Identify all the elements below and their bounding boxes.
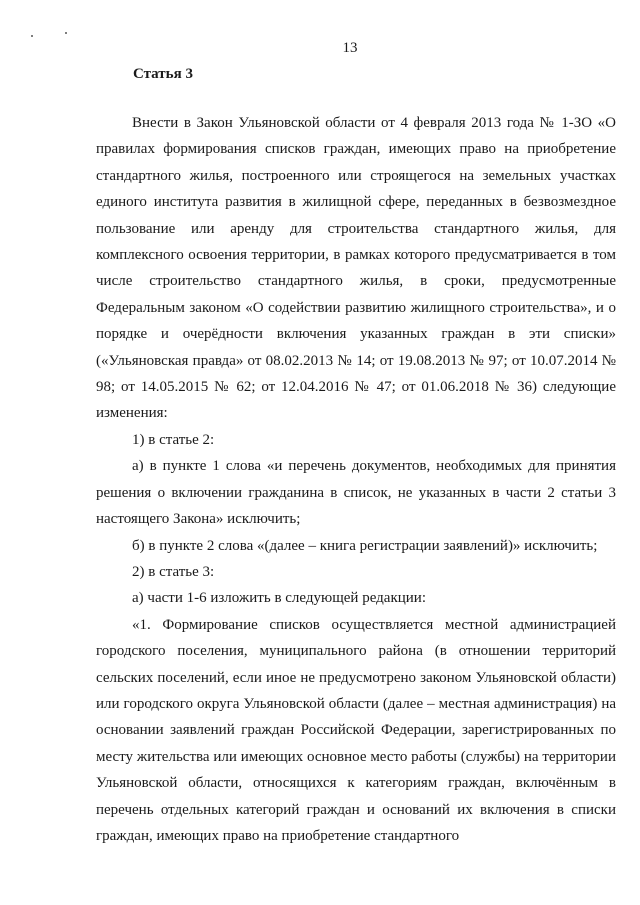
page-number: 13 xyxy=(342,40,358,56)
scan-speck xyxy=(65,32,67,34)
paragraph-intro: Внести в Закон Ульяновской области от 4 февраля 2013 года № 1-ЗО «О правилах формирования списков граждан, имеющих право на приобретение стандартного жилья, построенного или строящегося на земельных участках единого института развития в жилищной сфере, переданных в безвозмездное пользование или аренду для строительства стандартного жилья, для комплексного освоения территории, в рамках которого предусматривается в том числе строительство стандартного жилья, в сроки, предусмотренные Федеральным законом «О содействии развитию жилищного строительства», и о порядке и очерёдности включения указанных граждан в эти списки» («Ульяновская правда» от 08.02.2013 № 14; от 19.08.2013 № 97; от 10.07.2014 № 98; от 14.05.2015 № 62; от 12.04.2016 № 47; от 01.06.2018 № 36) следующие изменения: xyxy=(96,115,616,422)
paragraph-item-1b: б) в пункте 2 слова «(далее – книга регистрации заявлений)» исключить; xyxy=(132,537,598,554)
paragraph-part-1: «1. Формирование списков осуществляется местной администрацией городского поселения, муниципального района (в отношении территорий сельских поселений, если иное не предусмотрено законом Ульяновской области) или городского округа Ульяновской области (далее – местная администрация) на основании заявлений граждан Российской Федерации, зарегистрированных по месту жительства или имеющих основное место работы (службы) на территории Ульяновской области, относящихся к категориям граждан, включённым в перечень отдельных категорий граждан и оснований их включения в списки граждан, имеющих право на приобретение стандартного xyxy=(96,616,616,844)
paragraph-item-2a: а) части 1-6 изложить в следующей редакции: xyxy=(132,590,426,607)
scan-speck xyxy=(31,35,33,37)
paragraph-item-2: 2) в статье 3: xyxy=(132,563,215,580)
document-body xyxy=(96,110,616,849)
paragraph-item-1: 1) в статье 2: xyxy=(132,431,215,448)
paragraph-item-1a: а) в пункте 1 слова «и перечень документов, необходимых для принятия решения о включении гражданина в список, не указанных в части 2 статьи 3 настоящего Закона» исключить; xyxy=(96,458,616,528)
article-heading: Статья 3 xyxy=(133,66,193,82)
